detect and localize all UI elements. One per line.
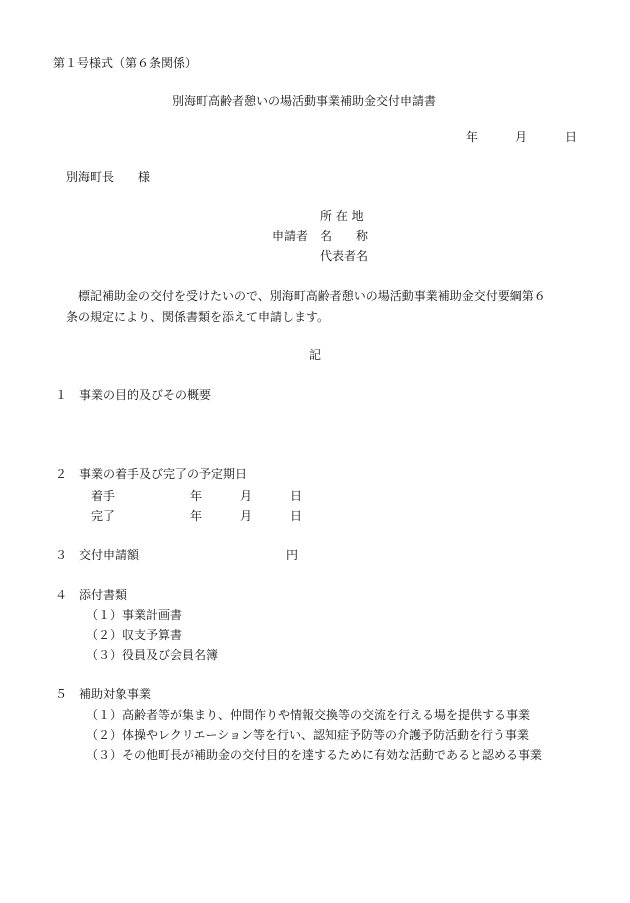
target-project-2: （２）体操やレクリエーション等を行い、認知症予防等の介護予防活動を行う事業	[86, 728, 530, 742]
section-2-title: 事業の着手及び完了の予定期日	[79, 467, 248, 481]
applicant-address-label: 所 在 地	[320, 209, 364, 223]
end-month: 月	[240, 509, 253, 523]
target-project-1: （１）高齢者等が集まり、仲間作りや情報交換等の交流を行える場を提供する事業	[86, 708, 531, 722]
end-day: 日	[290, 509, 303, 523]
attachment-item-1: （１）事業計画書	[86, 608, 183, 622]
amount-unit: 円	[286, 548, 299, 562]
applicant-role-label: 申請者	[272, 229, 309, 243]
start-month: 月	[240, 489, 253, 503]
section-3-title: 交付申請額	[79, 548, 140, 562]
end-year: 年	[190, 509, 203, 523]
section-2-number: ２	[55, 467, 68, 481]
date-day: 日	[565, 130, 578, 144]
section-4-number: ４	[55, 588, 68, 602]
ki-heading: 記	[309, 348, 322, 362]
body-line-1: 標記補助金の交付を受けたいので、別海町高齢者憩いの場活動事業補助金交付要綱第６	[66, 289, 546, 303]
end-label: 完了	[91, 509, 116, 523]
section-1-title: 事業の目的及びその概要	[79, 388, 212, 402]
date-month: 月	[515, 130, 528, 144]
body-line-2: 条の規定により、関係書類を添えて申請します。	[66, 310, 330, 324]
section-5-title: 補助対象事業	[79, 687, 152, 701]
start-label: 着手	[91, 489, 116, 503]
date-year: 年	[466, 130, 479, 144]
section-4-title: 添付書類	[79, 588, 128, 602]
form-number: 第１号様式（第６条関係）	[53, 56, 198, 70]
applicant-name-label: 名 称	[320, 229, 369, 243]
section-1-number: １	[55, 388, 68, 402]
document-title: 別海町高齢者憩いの場活動事業補助金交付申請書	[172, 94, 437, 108]
attachment-item-2: （２）収支予算書	[86, 628, 183, 642]
applicant-representative-label: 代表者名	[320, 249, 369, 263]
section-5-number: ５	[55, 687, 68, 701]
attachment-item-3: （３）役員及び会員名簿	[86, 648, 219, 662]
target-project-3: （３）その他町長が補助金の交付目的を達するために有効な活動であると認める事業	[86, 748, 543, 762]
section-3-number: ３	[55, 548, 68, 562]
addressee: 別海町長 様	[66, 170, 151, 184]
start-day: 日	[290, 489, 303, 503]
start-year: 年	[190, 489, 203, 503]
